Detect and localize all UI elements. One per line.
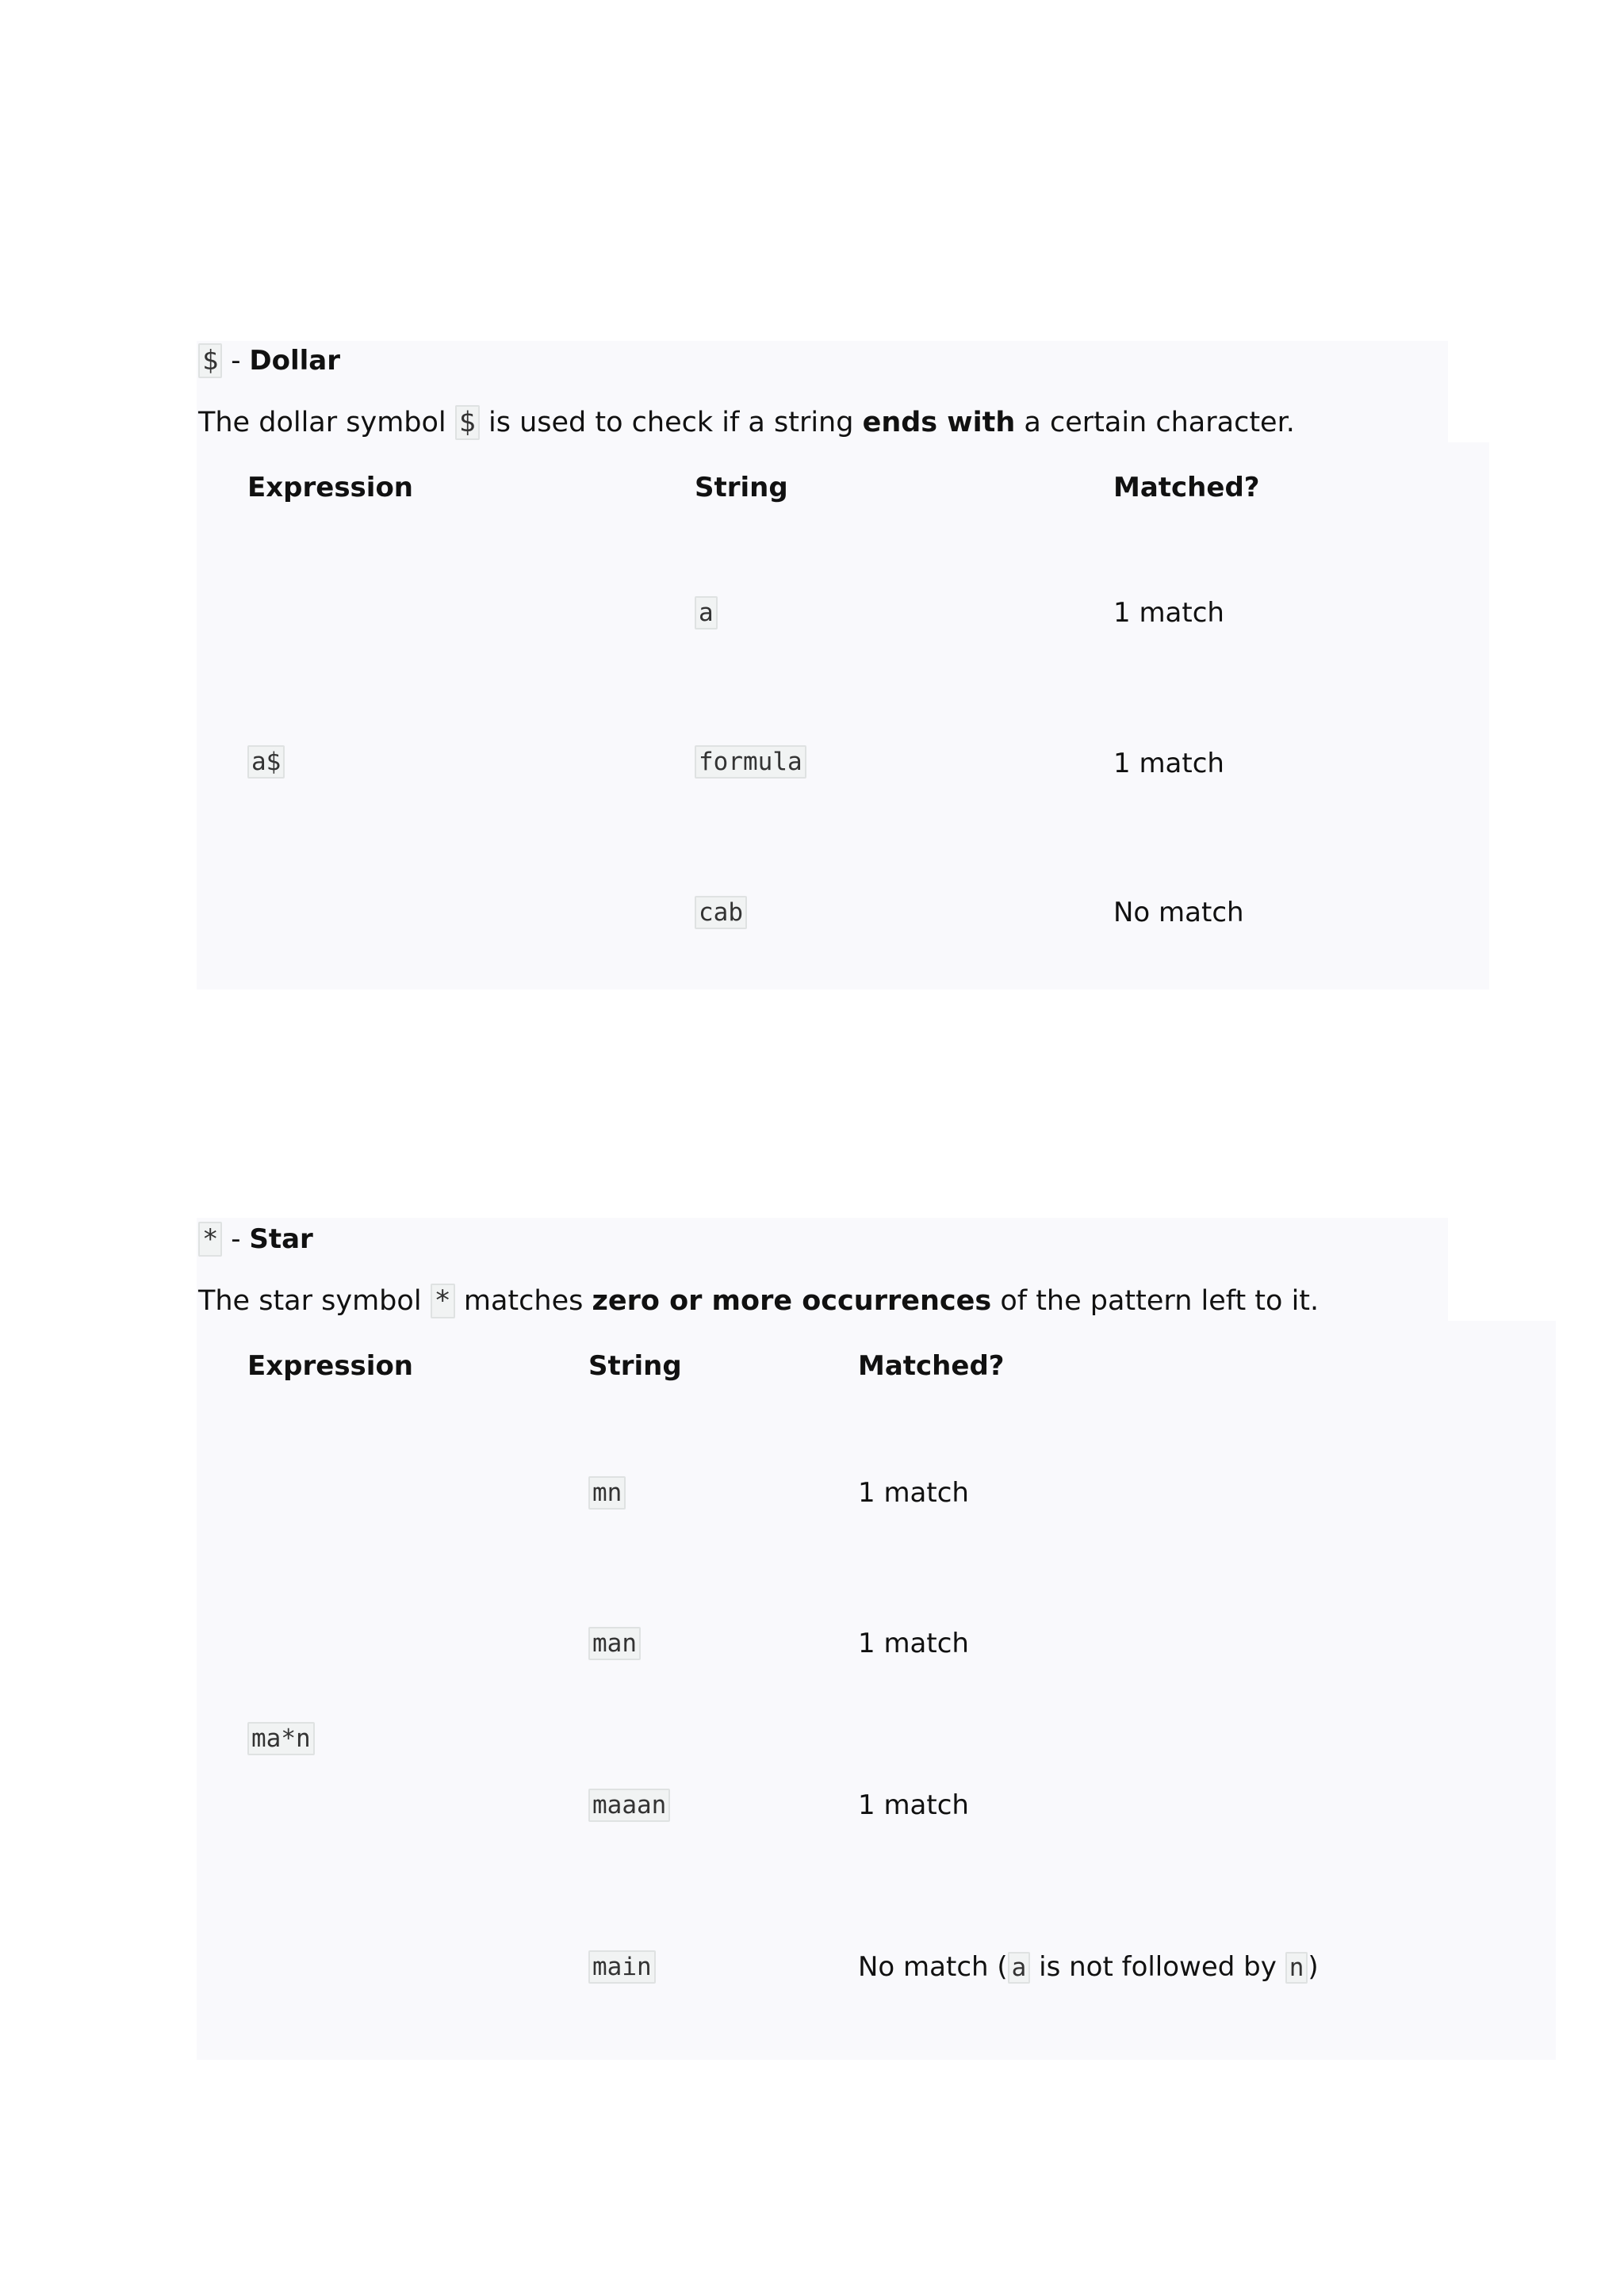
star-symbol-code: * [198, 1222, 222, 1257]
star-desc-pre: The star symbol [198, 1285, 431, 1317]
star-row4-matched-pre: No match ( [858, 1951, 1008, 1983]
dollar-heading-sep: - [222, 345, 250, 377]
dollar-heading [198, 342, 340, 379]
star-desc-code: * [431, 1284, 455, 1318]
star-header-string: String [588, 1350, 682, 1382]
dollar-header-expression: Expression [247, 472, 414, 503]
dollar-row1-string: a [695, 596, 718, 629]
star-row4-code-a: a [1008, 1952, 1031, 1984]
dollar-row1-matched: 1 match [1113, 597, 1224, 629]
star-desc-post: of the pattern left to it. [991, 1285, 1320, 1317]
star-row1-matched: 1 match [858, 1477, 969, 1509]
star-heading [198, 1221, 313, 1257]
dollar-row3-string: cab [695, 896, 747, 929]
dollar-table-band [197, 442, 1489, 989]
star-row3-matched: 1 match [858, 1789, 969, 1821]
dollar-row2-string: formula [695, 745, 806, 779]
star-description [198, 1283, 1319, 1319]
star-row4-matched [858, 1949, 1319, 1986]
dollar-description [198, 404, 1295, 441]
star-row4-code-n: n [1285, 1952, 1308, 1984]
star-row4-matched-mid: is not followed by [1030, 1951, 1285, 1983]
dollar-expression: a$ [247, 745, 285, 779]
dollar-desc-mid: is used to check if a string [479, 407, 863, 438]
dollar-desc-pre: The dollar symbol [198, 407, 455, 438]
star-row2-string: man [588, 1627, 641, 1660]
star-row4-matched-post: ) [1308, 1951, 1319, 1983]
dollar-desc-post: a certain character. [1015, 407, 1295, 438]
star-desc-bold: zero or more occurrences [592, 1285, 992, 1317]
dollar-row3-matched: No match [1113, 897, 1244, 928]
dollar-symbol-code: $ [198, 343, 222, 378]
star-header-matched: Matched? [858, 1350, 1005, 1382]
dollar-desc-code: $ [455, 405, 480, 440]
star-heading-title: Star [249, 1223, 313, 1255]
star-row2-matched: 1 match [858, 1628, 969, 1659]
dollar-heading-title: Dollar [249, 345, 340, 377]
dollar-header-matched: Matched? [1113, 472, 1260, 503]
star-desc-mid: matches [454, 1285, 592, 1317]
star-row4-string: main [588, 1950, 656, 1984]
star-row3-string: maaan [588, 1789, 670, 1822]
dollar-row2-matched: 1 match [1113, 748, 1224, 779]
star-row1-string: mn [588, 1476, 626, 1510]
star-expression: ma*n [247, 1722, 315, 1755]
star-header-expression: Expression [247, 1350, 414, 1382]
dollar-header-string: String [695, 472, 788, 503]
dollar-desc-bold: ends with [862, 407, 1016, 438]
star-heading-sep: - [222, 1223, 250, 1255]
